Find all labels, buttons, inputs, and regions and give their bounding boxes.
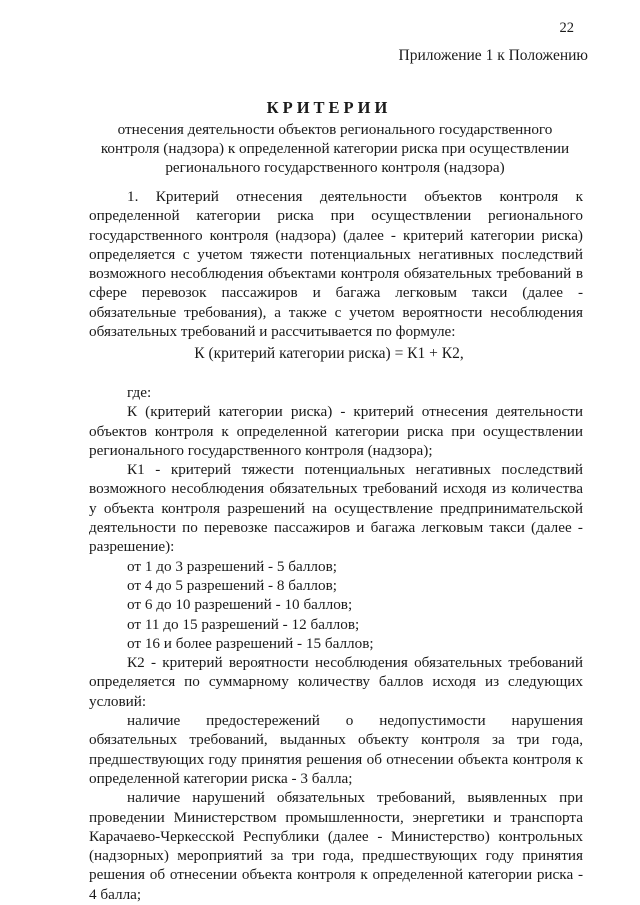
- page-number: 22: [559, 20, 574, 36]
- document-title: КРИТЕРИИ: [266, 98, 392, 117]
- definition-k1: К1 - критерий тяжести потенциальных негативных последствий возможного несоблюдения обязательных требований исходя из количества у объекта контроля разрешений на осуществление предпринимательской деятельности по перевозке пассажиров и багажа легковым такси (далее - разрешение):: [89, 461, 583, 556]
- k1-scale-item: от 4 до 5 разрешений - 8 баллов;: [127, 576, 337, 594]
- k1-scale-item: от 1 до 3 разрешений - 5 баллов;: [127, 557, 337, 575]
- definition-k: К (критерий категории риска) - критерий отнесения деятельности объектов контроля к определенной категории риска при осуществлении регионального государственного контроля (надзора);: [89, 403, 583, 459]
- definitions-section: [89, 383, 583, 904]
- k1-scale-item: от 16 и более разрешений - 15 баллов;: [127, 634, 374, 652]
- paragraph-criterion: 1. Критерий отнесения деятельности объектов контроля к определенной категории риска при осуществлении регионального государственного контроля (надзора) (далее - критерий категории риска) определяется с учетом тяжести потенциальных негативных последствий возможного несоблюдения объектами контроля обязательных требований в сфере перевозок пассажиров и багажа легковым такси (далее - обязательные требования), а также с учетом вероятности несоблюдения обязательных требований и рассчитывается по формуле:: [89, 188, 583, 341]
- appendix-heading: Приложение 1 к Положению: [398, 47, 588, 64]
- definition-k2: К2 - критерий вероятности несоблюдения обязательных требований определяется по суммарному количеству баллов исходя из следующих условий:: [89, 654, 583, 710]
- intro-section: [89, 187, 583, 341]
- condition-violations: наличие нарушений обязательных требований, выявленных при проведении Министерством промышленности, энергетики и транспорта Карачаево-Черкесской Республики (далее - Министерство) контрольных (надзорных) мероприятий за три года, предшествующих году принятия решения об отнесении объекта контроля к определенной категории риска - 4 балла;: [89, 789, 583, 903]
- k1-scale-item: от 6 до 10 разрешений - 10 баллов;: [127, 596, 353, 614]
- k1-scale-item: от 11 до 15 разрешений - 12 баллов;: [127, 615, 360, 633]
- risk-formula: К (критерий категории риска) = К1 + К2,: [194, 345, 464, 362]
- condition-warnings: наличие предостережений о недопустимости нарушения обязательных требований, выданных объекту контроля за три года, предшествующих году принятия решения об отнесении объекта контроля к определенной категории риска - 3 балла;: [89, 712, 583, 787]
- document-subtitle: отнесения деятельности объектов регионального государственного контроля (надзора) к определенной категории риска при осуществлении регионального государственного контроля (надзора): [100, 121, 570, 176]
- where-label: где:: [127, 384, 152, 401]
